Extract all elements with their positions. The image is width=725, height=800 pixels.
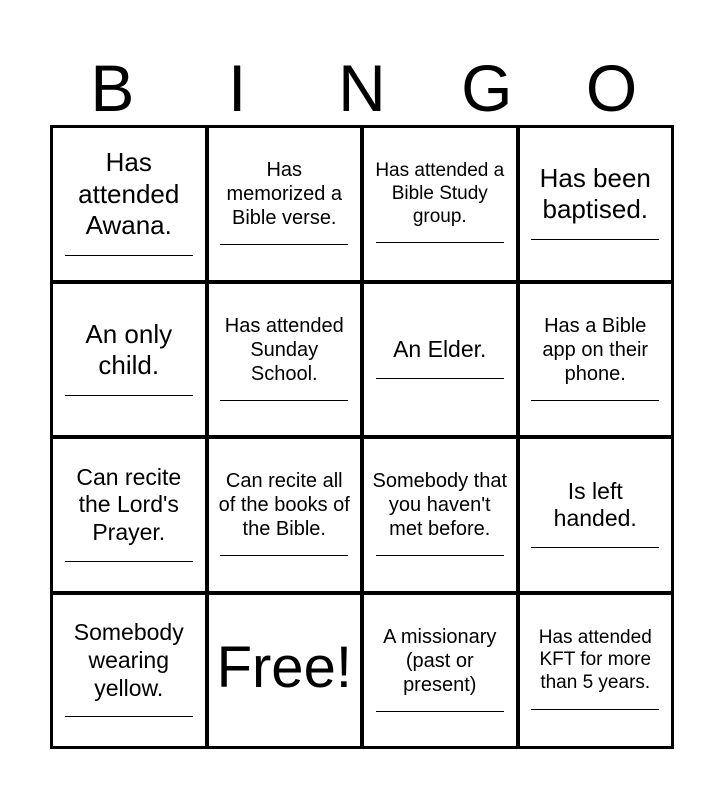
bingo-cell[interactable] (364, 284, 516, 436)
cell-text: Has attended a Bible Study group. (375, 160, 505, 227)
bingo-cell[interactable] (364, 439, 516, 591)
header-letter-i: I (228, 51, 247, 125)
header-letter-o: O (585, 51, 638, 125)
signature-line (531, 547, 659, 548)
bingo-cell[interactable] (53, 595, 205, 747)
signature-line (531, 239, 659, 240)
bingo-cell[interactable] (209, 128, 361, 280)
cell-text: Can recite all of the books of the Bible. (218, 470, 350, 541)
bingo-cell[interactable] (520, 128, 672, 280)
cell-text: Somebody wearing yellow. (73, 619, 184, 701)
cell-text: Somebody that you haven't met before. (372, 470, 508, 541)
cell-text: An Elder. (393, 335, 487, 362)
signature-line (531, 400, 659, 401)
bingo-cell[interactable] (53, 128, 205, 280)
signature-line (220, 244, 348, 245)
header-letter-g: G (461, 51, 513, 125)
header-letter-n: N (338, 51, 386, 125)
bingo-cell[interactable] (53, 284, 205, 436)
cell-text: Has attended KFT for more than 5 years. (538, 626, 652, 694)
bingo-cell[interactable] (364, 595, 516, 747)
signature-line (376, 711, 504, 712)
signature-line (220, 400, 348, 401)
cell-text: A missionary (past or present) (383, 625, 497, 696)
cell-text: Has been baptised. (539, 163, 651, 225)
free-space-label: Free! (216, 635, 352, 701)
bingo-cell[interactable] (364, 128, 516, 280)
signature-line (220, 555, 348, 556)
signature-line (65, 395, 193, 396)
free-space-cell[interactable] (209, 595, 361, 747)
bingo-cell[interactable] (209, 284, 361, 436)
bingo-cell[interactable] (520, 439, 672, 591)
signature-line (65, 255, 193, 256)
bingo-card (50, 125, 674, 749)
signature-line (65, 716, 193, 717)
cell-text: Is left handed. (553, 477, 637, 532)
signature-line (376, 555, 504, 556)
cell-text: Can recite the Lord's Prayer. (76, 463, 182, 546)
bingo-cell[interactable] (209, 439, 361, 591)
header-letter-b: B (90, 51, 135, 125)
bingo-cell[interactable] (53, 439, 205, 591)
cell-text: Has a Bible app on their phone. (542, 314, 649, 385)
cell-text: An only child. (85, 318, 173, 380)
bingo-cell[interactable] (520, 284, 672, 436)
bingo-header (50, 52, 674, 124)
cell-text: Has memorized a Bible verse. (226, 159, 343, 230)
cell-text: Has attended Sunday School. (224, 314, 344, 385)
signature-line (376, 242, 504, 243)
bingo-cell[interactable] (520, 595, 672, 747)
cell-text: Has attended Awana. (78, 147, 180, 240)
signature-line (65, 561, 193, 562)
signature-line (376, 378, 504, 379)
signature-line (531, 709, 659, 710)
